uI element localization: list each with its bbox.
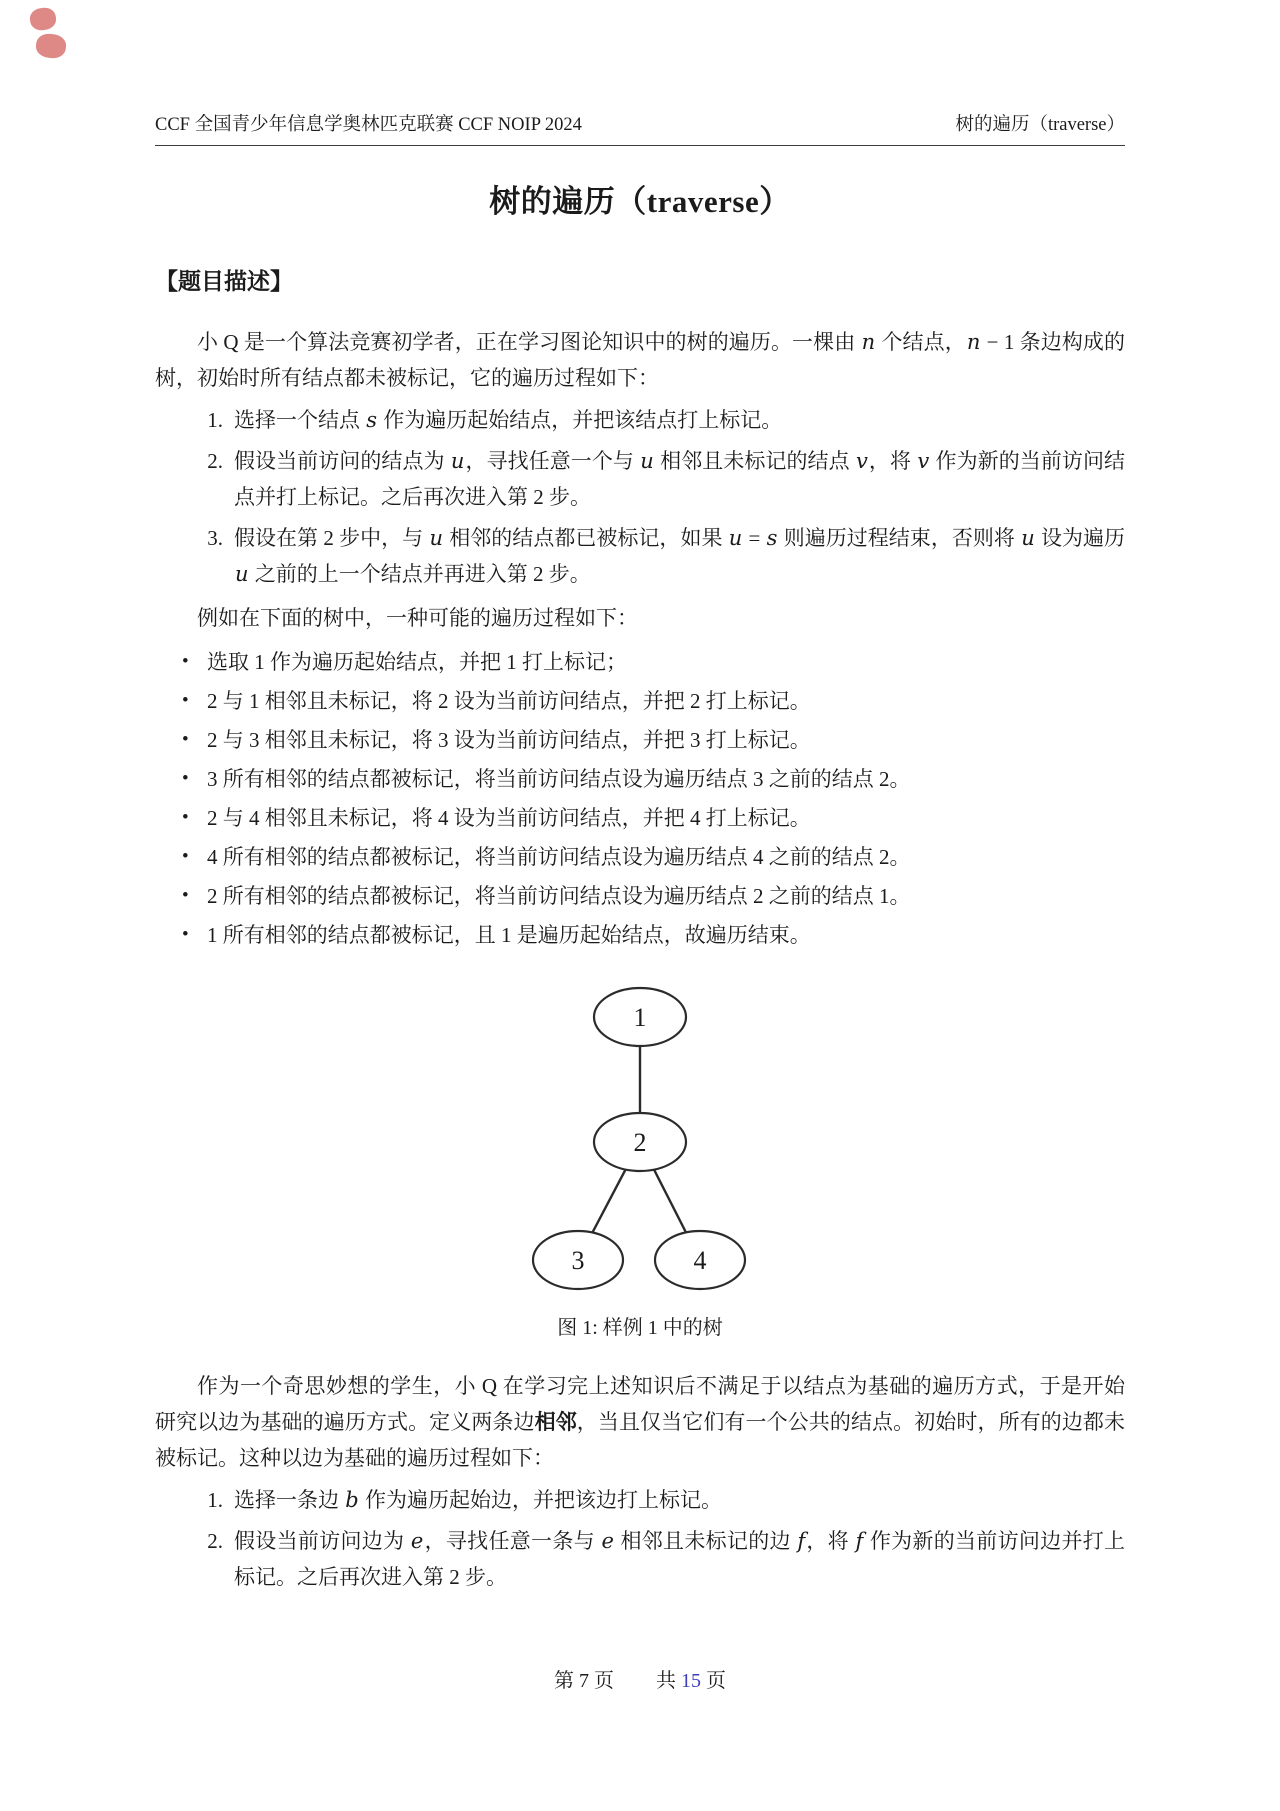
list-text: 2 与 3 相邻且未标记，将 3 设为当前访问结点，并把 3 打上标记。	[207, 728, 811, 752]
bullet-marker: •	[182, 729, 189, 750]
page-header	[155, 0, 1125, 146]
list-text: 2 所有相邻的结点都被标记，将当前访问结点设为遍历结点 2 之前的结点 1。	[207, 884, 911, 908]
list-number: 2.	[207, 449, 223, 473]
bullet-marker: •	[182, 807, 189, 828]
node-4-label: 4	[693, 1246, 707, 1275]
node-2-label: 2	[633, 1128, 647, 1157]
list-text: 4 所有相邻的结点都被标记，将当前访问结点设为遍历结点 4 之前的结点 2。	[207, 845, 911, 869]
list-text: 1 所有相邻的结点都被标记，且 1 是遍历起始结点，故遍历结束。	[207, 923, 811, 947]
list-item	[155, 722, 1125, 758]
list-item	[155, 402, 1125, 438]
list-text: 2 与 4 相邻且未标记，将 4 设为当前访问结点，并把 4 打上标记。	[207, 806, 811, 830]
total-pages-prefix: 共	[656, 1670, 681, 1692]
list-item	[155, 761, 1125, 797]
list-item	[155, 878, 1125, 914]
list-number: 1.	[207, 408, 223, 432]
node-1-label: 1	[633, 1003, 647, 1032]
bullet-marker: •	[182, 768, 189, 789]
list-item	[155, 800, 1125, 836]
total-pages-suffix: 页	[701, 1670, 726, 1692]
tree-diagram	[490, 977, 790, 1297]
node-traversal-steps	[155, 402, 1125, 592]
bullet-marker: •	[182, 690, 189, 711]
tree-figure	[155, 977, 1125, 1340]
section-heading-description: 【题目描述】	[155, 269, 293, 294]
list-item	[155, 839, 1125, 875]
list-text: 选择一个结点 s 作为遍历起始结点，并把该结点打上标记。	[234, 408, 783, 432]
list-item	[155, 1482, 1125, 1518]
problem-title: 树的遍历（traverse）	[489, 184, 791, 219]
list-number: 1.	[207, 1488, 223, 1512]
page-footer	[0, 1664, 1280, 1693]
list-item	[155, 644, 1125, 680]
bullet-marker: •	[182, 846, 189, 867]
header-left-text: CCF 全国青少年信息学奥林匹克联赛 CCF NOIP 2024	[155, 115, 582, 135]
figure-caption: 图 1: 样例 1 中的树	[557, 1317, 723, 1339]
list-text: 2 与 1 相邻且未标记，将 2 设为当前访问结点，并把 2 打上标记。	[207, 689, 811, 713]
list-number: 2.	[207, 1529, 223, 1553]
page-total-link[interactable]: 15	[681, 1670, 701, 1692]
list-text: 选取 1 作为遍历起始结点，并把 1 打上标记；	[207, 650, 627, 674]
header-right-text: 树的遍历（traverse）	[955, 115, 1125, 135]
bullet-marker: •	[182, 924, 189, 945]
edge-traversal-steps	[155, 1482, 1125, 1595]
bullet-marker: •	[182, 885, 189, 906]
list-text: 假设在第 2 步中，与 u 相邻的结点都已被标记，如果 u = s 则遍历过程结束，否则将 u 设为遍历 u 之前的上一个结点并再进入第 2 步。	[234, 526, 1126, 586]
current-page-label: 第 7 页	[554, 1670, 614, 1692]
paragraph-edge-traversal: 作为一个奇思妙想的学生，小 Q 在学习完上述知识后不满足于以结点为基础的遍历方式，于是开始研究以边为基础的遍历方式。定义两条边相邻，当且仅当它们有一个公共的结点。初始时，所有的边都未被标记。这种以边为基础的遍历过程如下：	[155, 1374, 1126, 1470]
list-item	[155, 1523, 1125, 1595]
paragraph-intro: 小 Q 是一个算法竞赛初学者，正在学习图论知识中的树的遍历。一棵由 n 个结点，n − 1 条边构成的树，初始时所有结点都未被标记，它的遍历过程如下：	[155, 330, 1126, 390]
bullet-marker: •	[182, 651, 189, 672]
list-item	[155, 917, 1125, 953]
list-text: 假设当前访问边为 e，寻找任意一条与 e 相邻且未标记的边 f，将 f 作为新的当前访问边并打上标记。之后再次进入第 2 步。	[234, 1529, 1126, 1589]
node-3-label: 3	[571, 1246, 585, 1275]
list-item	[155, 443, 1125, 515]
example-intro: 例如在下面的树中，一种可能的遍历过程如下：	[197, 606, 638, 630]
traversal-example-list	[155, 644, 1125, 953]
list-number: 3.	[207, 526, 223, 550]
list-item	[155, 520, 1125, 592]
list-text: 选择一条边 b 作为遍历起始边，并把该边打上标记。	[234, 1488, 722, 1512]
list-item	[155, 683, 1125, 719]
list-text: 3 所有相邻的结点都被标记，将当前访问结点设为遍历结点 3 之前的结点 2。	[207, 767, 911, 791]
list-text: 假设当前访问的结点为 u，寻找任意一个与 u 相邻且未标记的结点 v，将 v 作为新的当前访问结点并打上标记。之后再次进入第 2 步。	[234, 449, 1126, 509]
